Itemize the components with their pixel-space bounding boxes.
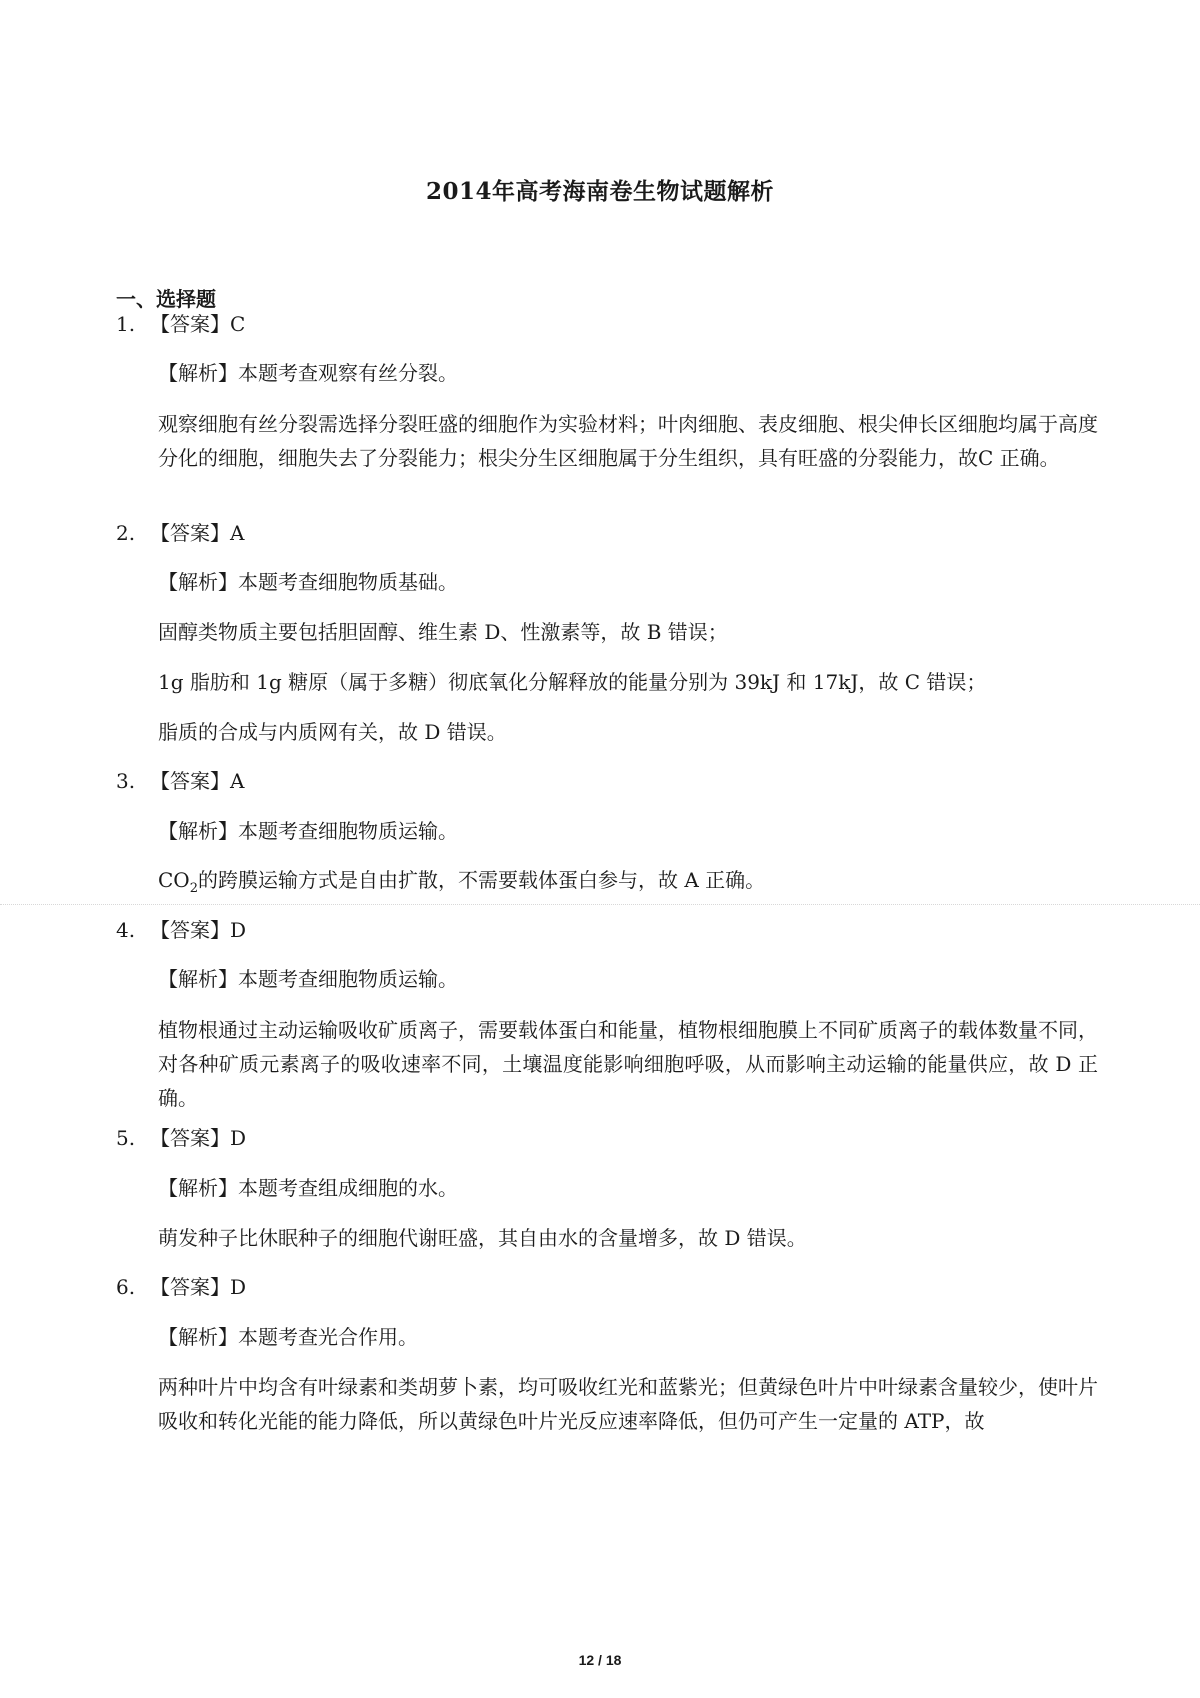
document-title: 2014年高考海南卷生物试题解析 (425, 178, 774, 205)
question-number: 4. (116, 918, 136, 942)
answer-label: 【答案】D (150, 918, 247, 942)
page-number: 12 / 18 (578, 1652, 622, 1668)
analysis-paragraph: 1g 脂肪和 1g 糖原（属于多糖）彻底氧化分解释放的能量分别为 39kJ 和 17kJ，故 C 错误； (158, 670, 987, 694)
question-number: 2. (116, 521, 136, 545)
question-number: 1. (116, 312, 136, 336)
analysis-paragraph: 萌发种子比休眠种子的细胞代谢旺盛，其自由水的含量增多，故 D 错误。 (158, 1226, 807, 1250)
analysis-line: 【解析】本题考查组成细胞的水。 (158, 1176, 458, 1200)
analysis-line: 【解析】本题考查细胞物质基础。 (158, 570, 458, 594)
analysis-paragraph: 脂质的合成与内质网有关，故 D 错误。 (158, 720, 507, 744)
question-number: 6. (116, 1275, 136, 1299)
co2-formula: CO (158, 868, 190, 892)
answer-label: 【答案】D (150, 1275, 247, 1299)
analysis-paragraph: 观察细胞有丝分裂需选择分裂旺盛的细胞作为实验材料；叶肉细胞、表皮细胞、根尖伸长区细胞均属于高度分化的细胞，细胞失去了分裂能力；根尖分生区细胞属于分生组织，具有旺盛的分裂能力，故C 正确。 (158, 412, 1098, 470)
analysis-paragraph: 植物根通过主动运输吸收矿质离子，需要载体蛋白和能量，植物根细胞膜上不同矿质离子的载体数量不同，对各种矿质元素离子的吸收速率不同，土壤温度能影响细胞呼吸，从而影响主动运输的能量供应，故 D 正确。 (158, 1018, 1098, 1110)
answer-label: 【答案】A (150, 769, 245, 793)
question-number: 5. (116, 1126, 136, 1150)
question-number: 3. (116, 769, 136, 793)
section-heading: 一、选择题 (116, 287, 216, 311)
analysis-line: 【解析】本题考查观察有丝分裂。 (158, 361, 458, 385)
answer-label: 【答案】C (150, 312, 246, 336)
analysis-line: 【解析】本题考查细胞物质运输。 (158, 819, 458, 843)
analysis-line: 【解析】本题考查细胞物质运输。 (158, 967, 458, 991)
co2-text: 的跨膜运输方式是自由扩散，不需要载体蛋白参与，故 A 正确。 (197, 868, 766, 892)
analysis-paragraph: 两种叶片中均含有叶绿素和类胡萝卜素，均可吸收红光和蓝紫光；但黄绿色叶片中叶绿素含量较少，使叶片吸收和转化光能的能力降低，所以黄绿色叶片光反应速率降低，但仍可产生一定量的 ATP，故 (158, 1375, 1098, 1433)
answer-label: 【答案】A (150, 521, 245, 545)
co2-subscript: 2 (189, 881, 198, 896)
answer-label: 【答案】D (150, 1126, 247, 1150)
analysis-paragraph: 固醇类物质主要包括胆固醇、维生素 D、性激素等，故 B 错误； (158, 620, 728, 644)
analysis-line: 【解析】本题考查光合作用。 (158, 1325, 418, 1349)
analysis-paragraph (158, 863, 1098, 906)
